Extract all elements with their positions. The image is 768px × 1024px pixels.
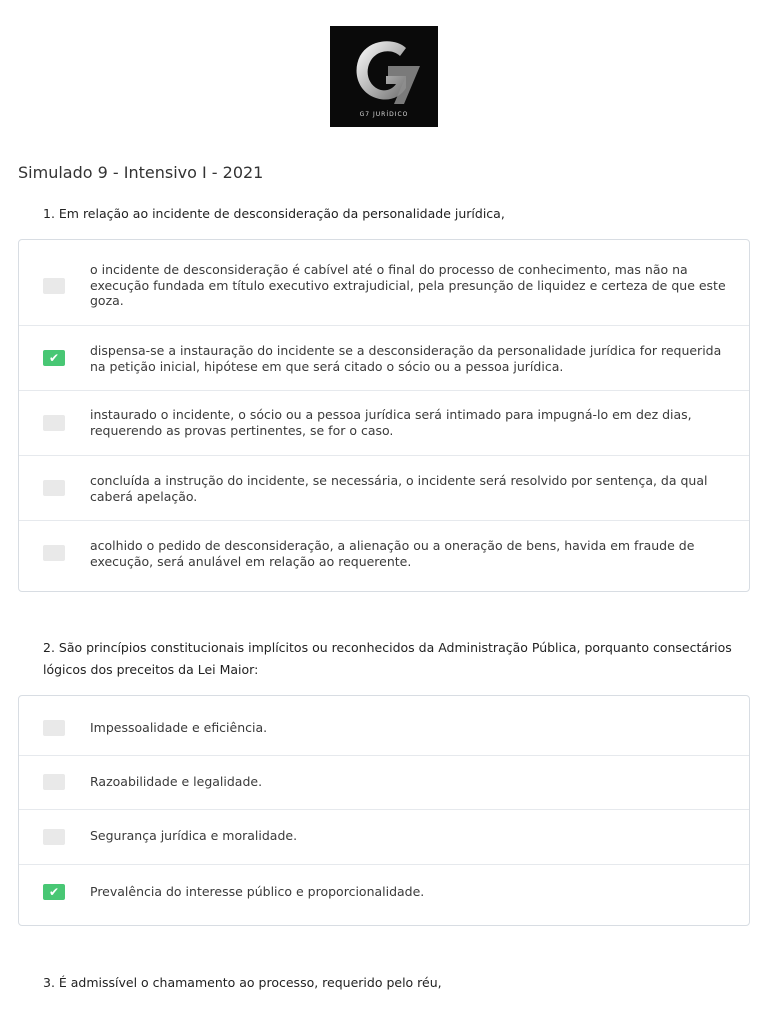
option-text: dispensa-se a instauração do incidente se a desconsideração da personalidade jurídica for requerida na petição inicial, hipótese em que será citado o sócio ou a pessoa jurídica.	[90, 343, 722, 374]
option-text: Impessoalidade e eficiência.	[90, 720, 268, 735]
option-row[interactable]	[19, 391, 749, 456]
option-row[interactable]	[19, 326, 749, 391]
question-1-options	[18, 239, 750, 592]
option-text: acolhido o pedido de desconsideração, a alienação ou a oneração de bens, havida em fraude de execução, será anulável em relação ao requerente.	[90, 538, 695, 569]
logo-brand-text: G7 JURÍDICO	[359, 111, 409, 118]
option-row[interactable]	[19, 865, 749, 925]
option-text: instaurado o incidente, o sócio ou a pessoa jurídica será intimado para impugná-lo em dez dias, requerendo as provas pertinentes, se for o caso.	[90, 407, 692, 438]
option-checkbox[interactable]	[43, 545, 65, 561]
option-text: Segurança jurídica e moralidade.	[90, 828, 298, 843]
option-checkbox[interactable]	[43, 480, 65, 496]
option-text: Razoabilidade e legalidade.	[90, 774, 263, 789]
question-2-text: 2. São princípios constitucionais implícitos ou reconhecidos da Administração Pública, porquanto consectários lógicos dos preceitos da Lei Maior:	[43, 640, 732, 677]
option-checkbox[interactable]	[43, 720, 65, 736]
option-checkbox-checked[interactable]	[43, 350, 65, 366]
option-checkbox[interactable]	[43, 829, 65, 845]
option-checkbox[interactable]	[43, 774, 65, 790]
question-1-text: 1. Em relação ao incidente de desconsideração da personalidade jurídica,	[43, 206, 505, 221]
check-icon: ✔	[48, 885, 60, 899]
question-2-options	[18, 695, 750, 926]
quiz-title: Simulado 9 - Intensivo I - 2021	[18, 163, 264, 182]
option-checkbox-checked[interactable]	[43, 884, 65, 900]
option-checkbox[interactable]	[43, 415, 65, 431]
option-text: concluída a instrução do incidente, se necessária, o incidente será resolvido por sentença, da qual caberá apelação.	[90, 473, 708, 504]
option-text: o incidente de desconsideração é cabível até o final do processo de conhecimento, mas não na execução fundada em título executivo extrajudicial, pela presunção de liquidez e certeza de que este goza.	[90, 262, 726, 308]
g7-juridico-logo	[330, 26, 438, 127]
check-icon: ✔	[48, 351, 60, 365]
option-row[interactable]	[19, 521, 749, 591]
option-checkbox[interactable]	[43, 278, 65, 294]
option-row[interactable]	[19, 810, 749, 865]
question-3-text: 3. É admissível o chamamento ao processo, requerido pelo réu,	[43, 975, 442, 990]
option-text: Prevalência do interesse público e proporcionalidade.	[90, 884, 425, 899]
option-row[interactable]	[19, 756, 749, 810]
option-row[interactable]	[19, 240, 749, 326]
option-row[interactable]	[19, 456, 749, 521]
option-row[interactable]	[19, 696, 749, 756]
